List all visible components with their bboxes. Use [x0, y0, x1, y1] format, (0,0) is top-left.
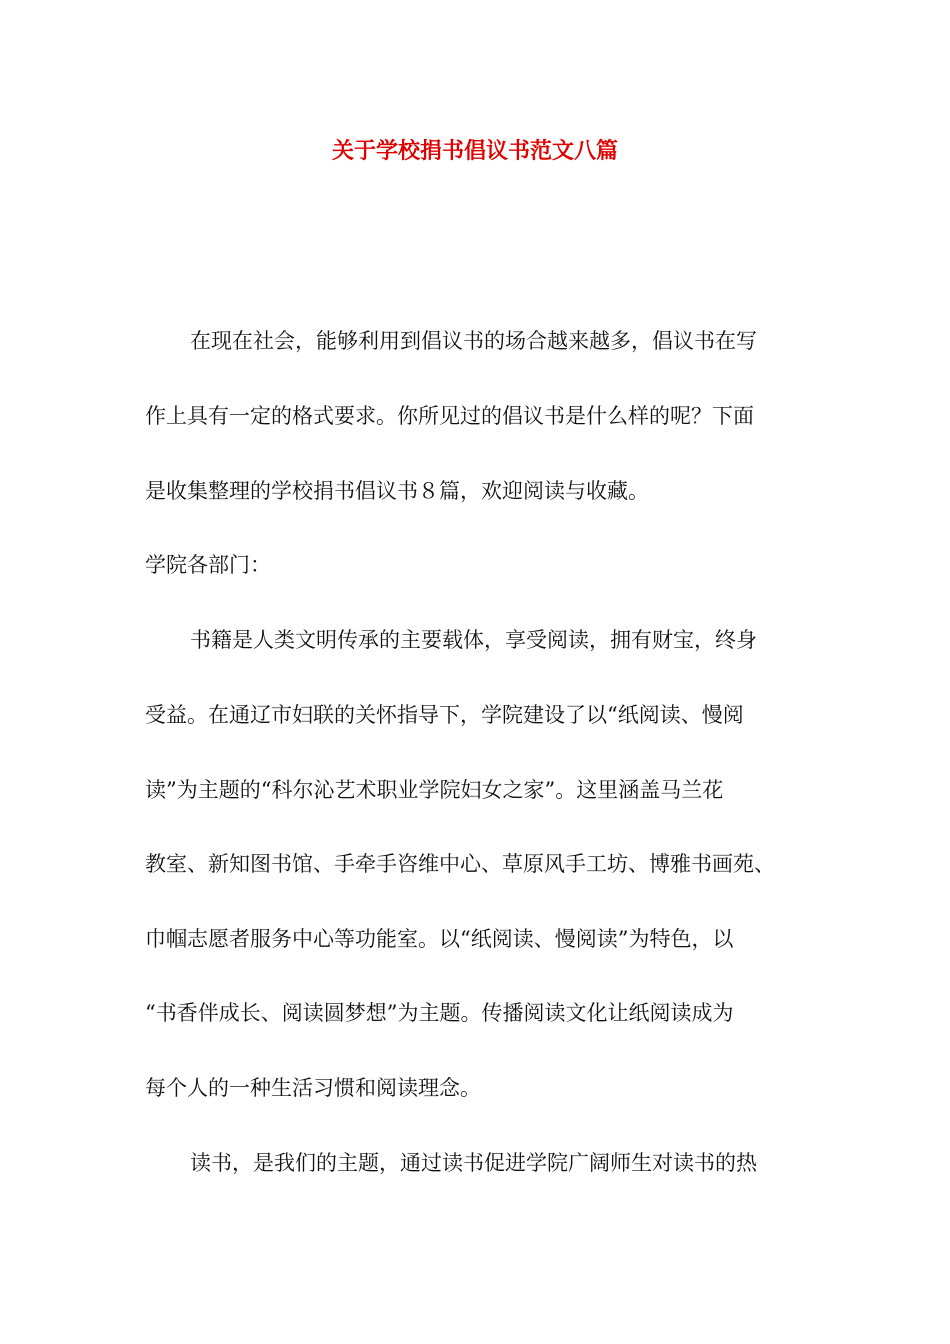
salutation-line: 学院各部门：	[145, 553, 271, 577]
paragraph-line: “书香伴成长、阅读圆梦想”为主题。传播阅读文化让纸阅读成为	[145, 1001, 734, 1025]
paragraph-line: 是收集整理的学校捐书倡议书８篇，欢迎阅读与收藏。	[145, 479, 649, 503]
paragraph-line: 巾帼志愿者服务中心等功能室。以“纸阅读、慢阅读”为特色，以	[145, 927, 734, 951]
paragraph-line: 作上具有一定的格式要求。你所见过的倡议书是什么样的呢？下面	[145, 404, 754, 428]
paragraph-line: 每个人的一种生活习惯和阅读理念。	[145, 1076, 481, 1100]
document-title: 关于学校捐书倡议书范文八篇	[331, 138, 618, 164]
paragraph-line: 书籍是人类文明传承的主要载体，享受阅读，拥有财宝，终身	[190, 628, 757, 652]
paragraph-line: 受益。在通辽市妇联的关怀指导下，学院建设了以“纸阅读、慢阅	[145, 703, 744, 727]
paragraph-line: 读”为主题的“科尔沁艺术职业学院妇女之家”。这里涵盖马兰花	[145, 778, 724, 802]
paragraph-line: 教室、新知图书馆、手牵手咨维中心、草原风手工坊、博雅书画苑、	[145, 852, 775, 876]
paragraph-line: 在现在社会，能够利用到倡议书的场合越来越多，倡议书在写	[190, 329, 757, 353]
paragraph-line: 读书，是我们的主题，通过读书促进学院广阔师生对读书的热	[190, 1151, 757, 1175]
